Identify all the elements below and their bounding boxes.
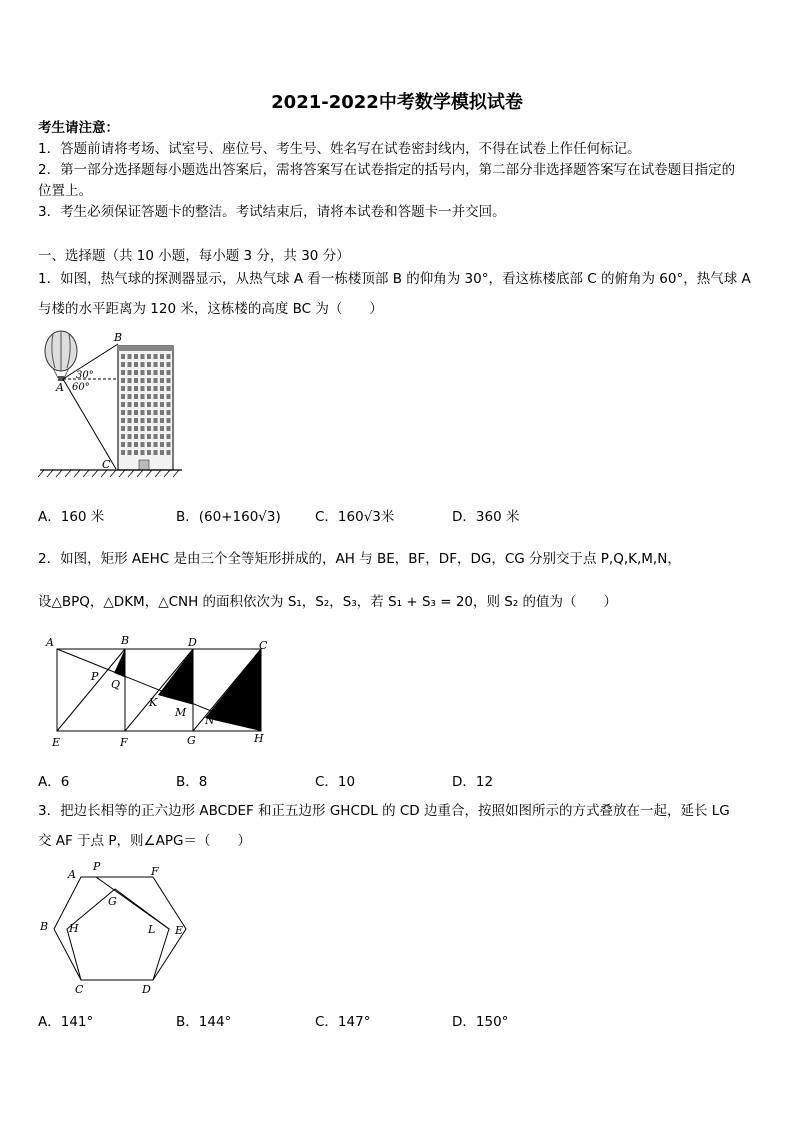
building-window <box>141 434 145 439</box>
label-A: A <box>56 381 64 394</box>
building-window <box>160 378 164 383</box>
building-window <box>160 450 164 455</box>
building-window <box>128 378 132 383</box>
ground-hatch <box>74 470 80 477</box>
building-window <box>121 410 125 415</box>
building-window <box>167 394 171 399</box>
ground-hatch <box>56 470 62 477</box>
building-window <box>147 450 151 455</box>
svg-text:H: H <box>69 922 79 935</box>
building-window <box>141 402 145 407</box>
building-window <box>128 410 132 415</box>
figure-hexagon-pentagon <box>36 856 196 1001</box>
building-window <box>154 418 158 423</box>
building-window <box>160 426 164 431</box>
building-window <box>154 394 158 399</box>
ground-hatch <box>92 470 98 477</box>
building-window <box>167 362 171 367</box>
building-window <box>160 410 164 415</box>
building-window <box>154 402 158 407</box>
building-window <box>141 394 145 399</box>
building-window <box>147 426 151 431</box>
question-2-line1: 2．如图，矩形 AEHC 是由三个全等矩形拼成的，AH 与 BE，BF，DF，DG，CG 分别交于点 P,Q,K,M,N， <box>38 551 681 567</box>
building-window <box>160 418 164 423</box>
question-1-options <box>38 505 738 525</box>
question-2-options <box>38 770 738 790</box>
building-window <box>160 362 164 367</box>
question-3-line2: 交 AF 于点 P，则∠APG＝（ ） <box>38 833 251 849</box>
building-window <box>154 362 158 367</box>
ground-hatch <box>47 470 53 477</box>
building-window <box>154 450 158 455</box>
option-c[interactable]: C．10 <box>315 774 356 790</box>
building-window <box>167 426 171 431</box>
building-window <box>128 354 132 359</box>
building-window <box>141 426 145 431</box>
svg-text:C: C <box>75 983 84 996</box>
building-window <box>167 442 171 447</box>
building-window <box>147 442 151 447</box>
building-window <box>128 394 132 399</box>
building-window <box>141 370 145 375</box>
question-2-line2: 设△BPQ，△DKM，△CNH 的面积依次为 S₁，S₂，S₃，若 S₁ + S₃ = 20，则 S₂ 的值为（ ） <box>38 594 618 610</box>
notice-block <box>38 118 768 223</box>
option-a[interactable]: A．141° <box>38 1014 94 1030</box>
building-window <box>128 442 132 447</box>
building-window <box>121 370 125 375</box>
question-1-line1: 1．如图，热气球的探测器显示，从热气球 A 看一栋楼顶部 B 的仰角为 30°，看这栋楼底部 C 的俯角为 60°，热气球 A <box>38 271 751 287</box>
svg-text:P: P <box>93 860 101 873</box>
ground-hatch <box>83 470 89 477</box>
building-window <box>134 370 138 375</box>
building-window <box>141 450 145 455</box>
question-3-line1: 3．把边长相等的正六边形 ABCDEF 和正五边形 GHCDL 的 CD 边重合，按照如图所示的方式叠放在一起，延长 LG <box>38 803 730 819</box>
svg-text:D: D <box>188 636 197 649</box>
label-angle-60: 60° <box>72 382 90 393</box>
option-b[interactable]: B．144° <box>176 1014 232 1030</box>
building-window <box>160 434 164 439</box>
svg-text:F: F <box>151 865 159 878</box>
building-window <box>147 418 151 423</box>
label-angle-30: 30° <box>76 370 94 381</box>
ground-hatch <box>173 470 179 477</box>
building-window <box>167 378 171 383</box>
building-window <box>121 402 125 407</box>
svg-text:K: K <box>149 696 158 709</box>
building-window <box>154 426 158 431</box>
svg-text:D: D <box>142 983 151 996</box>
ground-hatch <box>146 470 152 477</box>
ground-hatch <box>119 470 125 477</box>
building-window <box>167 418 171 423</box>
question-3-options <box>38 1010 738 1030</box>
svg-text:F: F <box>120 736 128 749</box>
building-window <box>147 370 151 375</box>
building-window <box>141 362 145 367</box>
building-window <box>147 378 151 383</box>
building-window <box>167 434 171 439</box>
building-window <box>154 378 158 383</box>
option-a[interactable]: A．6 <box>38 774 70 790</box>
building-window <box>121 354 125 359</box>
building-window <box>141 418 145 423</box>
svg-text:B: B <box>40 920 49 933</box>
building-window <box>141 442 145 447</box>
notice-head: 考生请注意： <box>38 120 119 136</box>
ground-hatch <box>65 470 71 477</box>
building-window <box>128 426 132 431</box>
ground-hatch <box>101 470 107 477</box>
building-window <box>121 450 125 455</box>
building-window <box>128 418 132 423</box>
building-window <box>160 402 164 407</box>
building-window <box>167 354 171 359</box>
building-window <box>121 442 125 447</box>
svg-text:L: L <box>148 923 156 936</box>
building-window <box>160 394 164 399</box>
building-window <box>160 386 164 391</box>
building-window <box>147 386 151 391</box>
page-title: 2021-2022中考数学模拟试卷 <box>271 92 523 113</box>
option-b[interactable]: B．(60+160√3) <box>176 509 281 525</box>
building-window <box>147 434 151 439</box>
building-window <box>167 410 171 415</box>
building-window <box>134 426 138 431</box>
notice-line: 3．考生必须保证答题卡的整洁。考试结束后，请将本试卷和答题卡一并交回。 <box>38 204 506 220</box>
building-window <box>160 354 164 359</box>
option-d[interactable]: D．12 <box>452 774 494 790</box>
building-window <box>121 426 125 431</box>
building-window <box>154 386 158 391</box>
option-c[interactable]: C．147° <box>315 1014 371 1030</box>
building-window <box>134 362 138 367</box>
building-window <box>128 362 132 367</box>
building-window <box>154 410 158 415</box>
figure-rectangles <box>40 632 280 752</box>
svg-text:B: B <box>121 634 130 647</box>
option-c[interactable]: C．160√3米 <box>315 509 395 525</box>
building-window <box>167 402 171 407</box>
building-window <box>147 402 151 407</box>
building-window <box>167 370 171 375</box>
svg-text:C: C <box>259 639 268 652</box>
building-window <box>154 354 158 359</box>
building-window <box>121 378 125 383</box>
option-b[interactable]: B．8 <box>176 774 208 790</box>
building-window <box>134 410 138 415</box>
building-window <box>134 402 138 407</box>
building-window <box>134 450 138 455</box>
question-3 <box>38 796 763 856</box>
ground-hatch <box>110 470 116 477</box>
building-window <box>134 394 138 399</box>
svg-text:Q: Q <box>111 678 121 691</box>
svg-text:N: N <box>205 714 215 727</box>
figure-balloon-building <box>36 328 186 480</box>
building-window <box>121 386 125 391</box>
building-window <box>134 442 138 447</box>
label-C: C <box>102 458 111 471</box>
option-d[interactable]: D．360 米 <box>452 509 520 525</box>
ground-hatch <box>128 470 134 477</box>
ground-hatch <box>137 470 143 477</box>
question-1-line2: 与楼的水平距离为 120 米，这栋楼的高度 BC 为（ ） <box>38 301 383 317</box>
svg-text:M: M <box>175 706 187 719</box>
building-window <box>128 450 132 455</box>
notice-line: 位置上。 <box>38 183 92 199</box>
svg-text:A: A <box>46 636 54 649</box>
svg-text:A: A <box>68 868 76 881</box>
svg-text:G: G <box>187 734 196 747</box>
option-d[interactable]: D．150° <box>452 1014 509 1030</box>
svg-text:E: E <box>175 924 184 937</box>
svg-text:E: E <box>52 736 61 749</box>
building-window <box>121 418 125 423</box>
option-a[interactable]: A．160 米 <box>38 509 105 525</box>
triangle-dkm <box>158 649 193 705</box>
building-window <box>121 434 125 439</box>
building-window <box>134 378 138 383</box>
building-window <box>147 394 151 399</box>
building-window <box>141 386 145 391</box>
building-window <box>147 362 151 367</box>
question-1 <box>38 264 763 324</box>
building-window <box>134 386 138 391</box>
building-window <box>154 442 158 447</box>
building-window <box>121 394 125 399</box>
building-window <box>134 354 138 359</box>
building-window <box>141 378 145 383</box>
ground-hatch <box>38 470 44 477</box>
building-window <box>141 410 145 415</box>
building-window <box>128 386 132 391</box>
building <box>118 346 173 470</box>
label-B: B <box>114 331 123 344</box>
building-window <box>167 450 171 455</box>
building-window <box>128 402 132 407</box>
ground-hatch <box>164 470 170 477</box>
svg-text:H: H <box>254 732 264 745</box>
svg-text:G: G <box>108 895 117 908</box>
building-window <box>141 354 145 359</box>
building-window <box>121 362 125 367</box>
building-window <box>128 370 132 375</box>
building-window <box>160 442 164 447</box>
section-heading: 一、选择题（共 10 小题，每小题 3 分，共 30 分） <box>38 248 350 264</box>
notice-line: 1．答题前请将考场、试室号、座位号、考生号、姓名写在试卷密封线内，不得在试卷上作任何标记。 <box>38 141 641 157</box>
triangle-bpq <box>114 649 125 677</box>
building-window <box>167 386 171 391</box>
building-window <box>147 410 151 415</box>
building-window <box>128 434 132 439</box>
notice-line: 2．第一部分选择题每小题选出答案后，需将答案写在试卷指定的括号内，第二部分非选择题答案写在试卷题目指定的 <box>38 162 736 178</box>
building-window <box>134 434 138 439</box>
svg-text:P: P <box>91 670 99 683</box>
building-window <box>134 418 138 423</box>
question-2 <box>38 538 763 624</box>
building-window <box>147 354 151 359</box>
building-window <box>154 434 158 439</box>
building-window <box>160 370 164 375</box>
building-window <box>154 370 158 375</box>
ground-hatch <box>155 470 161 477</box>
